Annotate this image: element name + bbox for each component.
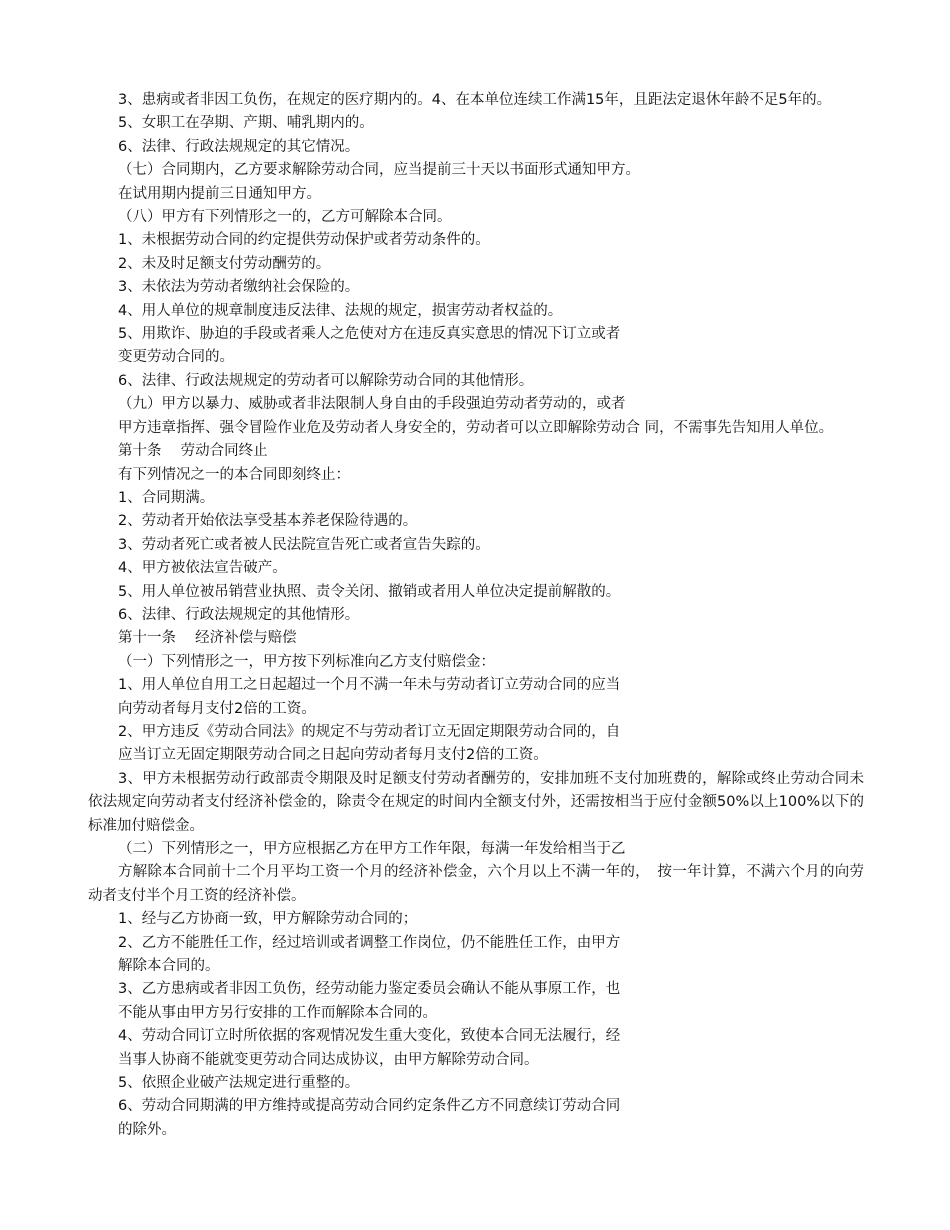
list-item: 6、法律、行政法规规定的劳动者可以解除劳动合同的其他情形。 bbox=[118, 372, 534, 389]
list-item: 4、用人单位的规章制度违反法律、法规的规定，损害劳动者权益的。 bbox=[118, 302, 563, 319]
list-item: 5、用人单位被吊销营业执照、责令关闭、撤销或者用人单位决定提前解散的。 bbox=[118, 583, 621, 600]
list-item: 1、未根据劳动合同的约定提供劳动保护或者劳动条件的。 bbox=[118, 232, 490, 249]
list-item-continuation: 应当订立无固定期限劳动合同之日起向劳动者每月支付2倍的工资。 bbox=[118, 747, 548, 764]
paragraph-other-circumstances: 6、法律、行政法规规定的其它情况。 bbox=[118, 138, 360, 155]
list-item: 1、合同期满。 bbox=[118, 489, 215, 506]
list-item: 6、法律、行政法规规定的其他情形。 bbox=[118, 606, 360, 623]
paragraph-termination-intro: 有下列情况之一的本合同即刻终止： bbox=[118, 466, 350, 483]
list-item-continuation: 的除外。 bbox=[118, 1121, 176, 1138]
list-item: 5、依照企业破产法规定进行重整的。 bbox=[118, 1075, 360, 1092]
paragraph-illness-clause: 3、患病或者非因工负伤，在规定的医疗期内的。4、在本单位连续工作满15年，且距法定退休年龄不足5年的。 bbox=[118, 92, 832, 108]
list-item: 4、甲方被依法宣告破产。 bbox=[118, 560, 287, 577]
paragraph-section-seven: （七）合同期内，乙方要求解除劳动合同，应当提前三十天以书面形式通知甲方。 bbox=[118, 162, 640, 179]
list-item: 5、用欺诈、胁迫的手段或者乘人之危使对方在违反真实意思的情况下订立或者 bbox=[118, 326, 621, 343]
list-item: 3、乙方患病或者非因工负伤，经劳动能力鉴定委员会确认不能从事原工作，也 bbox=[118, 981, 621, 998]
paragraph-probation-notice: 在试用期内提前三日通知甲方。 bbox=[118, 185, 321, 202]
document-page bbox=[88, 89, 864, 1142]
article-ten-heading: 第十条 劳动合同终止 bbox=[118, 443, 268, 460]
list-item: 2、未及时足额支付劳动酬劳的。 bbox=[118, 255, 331, 272]
article-eleven-heading: 第十一条 经济补偿与赔偿 bbox=[118, 630, 297, 647]
list-item: 4、劳动合同订立时所依据的客观情况发生重大变化，致使本合同无法履行，经 bbox=[118, 1028, 621, 1045]
paragraph-section-nine-continuation: 甲方违章指挥、强令冒险作业危及劳动者人身安全的，劳动者可以立即解除劳动合 同，不需事先告知用人单位。 bbox=[118, 419, 834, 436]
list-item: 1、用人单位自用工之日起超过一个月不满一年未与劳动者订立劳动合同的应当 bbox=[118, 677, 621, 694]
list-item-continuation: 解除本合同的。 bbox=[118, 958, 220, 975]
list-item-continuation: 当事人协商不能就变更劳动合同达成协议，由甲方解除劳动合同。 bbox=[118, 1051, 539, 1068]
paragraph-compensation-two: （二）下列情形之一，甲方应根据乙方在甲方工作年限，每满一年发给相当于乙 bbox=[118, 841, 626, 857]
list-item: 2、乙方不能胜任工作，经过培训或者调整工作岗位，仍不能胜任工作，由甲方 bbox=[118, 934, 621, 951]
list-item: 2、甲方违反《劳动合同法》的规定不与劳动者订立无固定期限劳动合同的，自 bbox=[118, 723, 621, 740]
paragraph-pregnancy-clause: 5、女职工在孕期、产期、哺乳期内的。 bbox=[118, 115, 374, 132]
list-item: 6、劳动合同期满的甲方维持或提高劳动合同约定条件乙方不同意续订劳动合同 bbox=[118, 1098, 621, 1115]
list-item: 3、未依法为劳动者缴纳社会保险的。 bbox=[118, 279, 360, 296]
list-item: 3、劳动者死亡或者被人民法院宣告死亡或者宣告失踪的。 bbox=[118, 536, 490, 553]
list-item: 2、劳动者开始依法享受基本养老保险待遇的。 bbox=[118, 513, 418, 530]
list-item: 1、经与乙方协商一致，甲方解除劳动合同的； bbox=[118, 911, 418, 928]
paragraph-compensation-one: （一）下列情形之一，甲方按下列标准向乙方支付赔偿金： bbox=[118, 653, 495, 670]
list-item-continuation: 向劳动者每月支付2倍的工资。 bbox=[118, 700, 316, 717]
paragraph-section-eight: （八）甲方有下列情形之一的，乙方可解除本合同。 bbox=[118, 209, 452, 226]
list-item-continuation: 变更劳动合同的。 bbox=[118, 349, 234, 366]
paragraph-section-nine: （九）甲方以暴力、威胁或者非法限制人身自由的手段强迫劳动者劳动的，或者 bbox=[118, 396, 626, 413]
list-item: 3、甲方未根据劳动行政部责令期限及时足额支付劳动者酬劳的，安排加班不支付加班费的，解除或终止劳动合同未依法规定向劳动者支付经济补偿金的，除责令在规定的时间内全额支付外，还需按相当于应付金额50%以上100%以下的标准加付赔偿金。 bbox=[88, 770, 864, 834]
paragraph-compensation-two-continuation: 方解除本合同前十二个月平均工资一个月的经济补偿金，六个月以上不满一年的， 按一年计算，不满六个月的向劳动者支付半个月工资的经济补偿。 bbox=[88, 864, 864, 904]
list-item-continuation: 不能从事由甲方另行安排的工作而解除本合同的。 bbox=[118, 1004, 437, 1021]
